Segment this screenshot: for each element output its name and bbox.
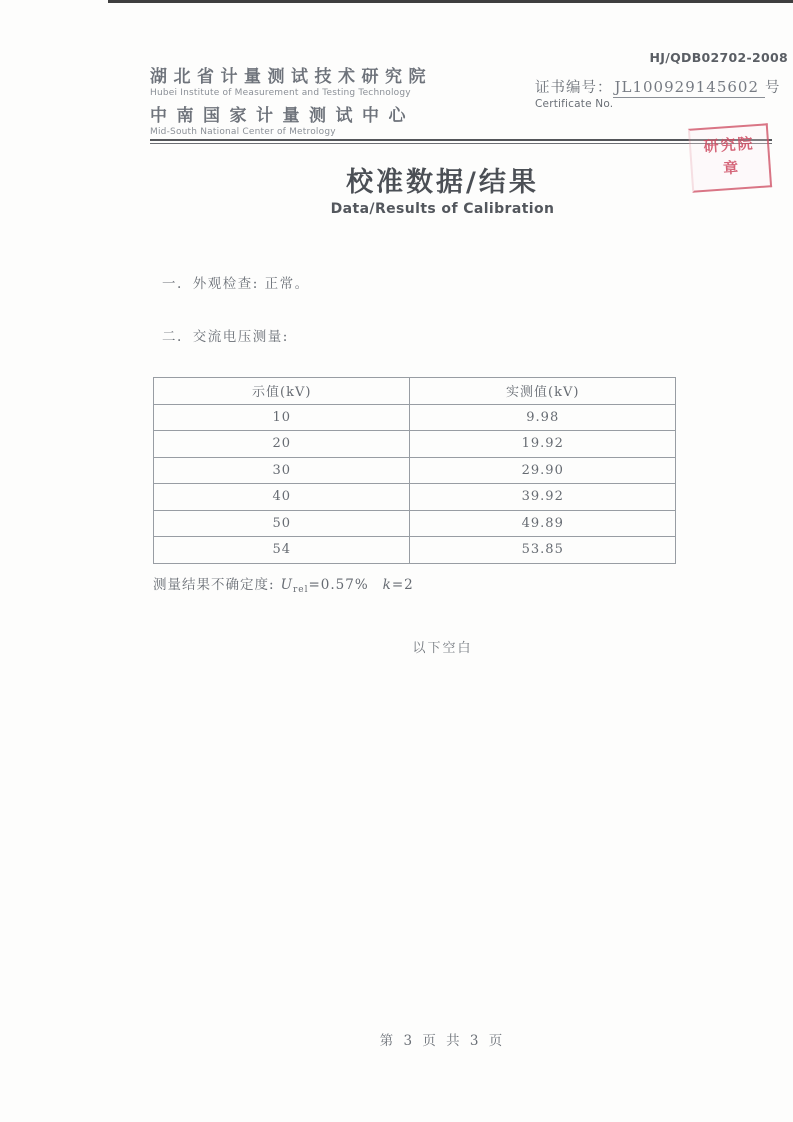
blank-below-note: 以下空白	[412, 641, 473, 656]
uncertainty-statement	[153, 573, 414, 595]
measurement-table	[153, 377, 676, 564]
section-ac-voltage	[162, 325, 289, 345]
section-appearance-check	[162, 272, 310, 292]
certificate-number: JL100929145602	[613, 78, 766, 98]
table-row	[154, 457, 676, 484]
certificate-suffix: 号	[765, 80, 781, 96]
table-row	[154, 404, 676, 431]
section-number: 二.	[162, 329, 183, 345]
page-title-en: Data/Results of Calibration	[330, 201, 555, 217]
scan-edge-artifact	[108, 0, 793, 3]
uncertainty-label: 测量结果不确定度:	[153, 577, 275, 593]
column-header-actual: 实测值(kV)	[410, 378, 676, 405]
org-name-cn-2: 中南国家计量测试中心	[150, 106, 415, 126]
certificate-label-cn: 证书编号：	[535, 80, 613, 96]
certificate-number-line	[535, 76, 781, 98]
cell-actual: 19.92	[410, 431, 676, 458]
cell-indicated: 10	[154, 404, 410, 431]
org-name-cn-1: 湖北省计量测试技术研究院	[150, 67, 432, 87]
document-code: HJ/QDB02702-2008	[649, 50, 788, 65]
page-number-footer: 第 3 页 共 3 页	[379, 1033, 506, 1049]
cell-actual: 49.89	[410, 510, 676, 537]
table-header-row	[154, 378, 676, 405]
cell-indicated: 40	[154, 484, 410, 511]
cell-indicated: 50	[154, 510, 410, 537]
column-header-indicated: 示值(kV)	[154, 378, 410, 405]
section-number: 一.	[162, 276, 183, 292]
cell-indicated: 54	[154, 537, 410, 564]
coverage-factor-value: =2	[391, 577, 414, 593]
section-text: 交流电压测量:	[192, 329, 289, 345]
uncertainty-value: =0.57%	[308, 577, 369, 593]
certificate-label-en: Certificate No.	[535, 98, 614, 110]
coverage-factor-symbol: k	[382, 577, 392, 593]
header-divider-rule	[150, 139, 772, 144]
page-title-cn: 校准数据/结果	[346, 167, 539, 198]
table-row	[154, 510, 676, 537]
org-name-en-1: Hubei Institute of Measurement and Testing Technology	[150, 88, 411, 98]
stamp-text-line1: 研究院	[703, 134, 756, 156]
cell-indicated: 30	[154, 457, 410, 484]
cell-actual: 53.85	[410, 537, 676, 564]
table-row	[154, 484, 676, 511]
cell-indicated: 20	[154, 431, 410, 458]
table-row	[154, 537, 676, 564]
table-row	[154, 431, 676, 458]
stamp-text-line2: 章	[722, 158, 739, 178]
cell-actual: 29.90	[410, 457, 676, 484]
section-text: 外观检查: 正常。	[192, 276, 310, 292]
uncertainty-symbol: U	[280, 577, 293, 593]
cell-actual: 9.98	[410, 404, 676, 431]
header-org-block	[150, 62, 450, 137]
org-name-en-2: Mid-South National Center of Metrology	[150, 127, 336, 137]
uncertainty-subscript: rel	[292, 585, 309, 595]
cell-actual: 39.92	[410, 484, 676, 511]
